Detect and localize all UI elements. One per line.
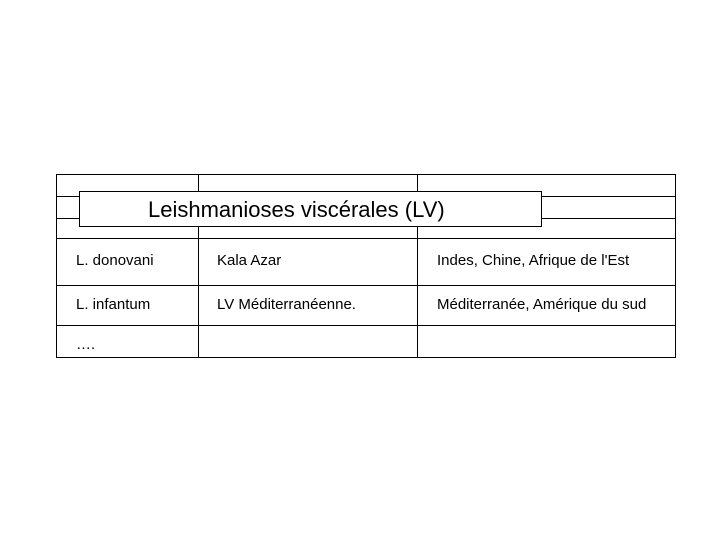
cell-disease-1: Kala Azar [217, 252, 282, 269]
cell-species-2: L. infantum [76, 296, 151, 313]
cell-region-2: Méditerranée, Amérique du sud [437, 296, 647, 313]
table-border-right [675, 174, 676, 358]
page-title: Leishmanioses viscérales (LV) [148, 197, 445, 222]
table-border-bottom [56, 357, 676, 358]
table-border-top [56, 174, 676, 175]
table-row-line-1 [56, 285, 676, 286]
cell-disease-2: LV Méditerranéenne. [217, 296, 356, 313]
table-header-line-3 [56, 238, 676, 239]
cell-species-3: …. [76, 336, 96, 353]
cell-species-1: L. donovani [76, 252, 154, 269]
table-border-left [56, 174, 57, 358]
table-row-line-2 [56, 325, 676, 326]
cell-region-1: Indes, Chine, Afrique de l'Est [437, 252, 630, 269]
